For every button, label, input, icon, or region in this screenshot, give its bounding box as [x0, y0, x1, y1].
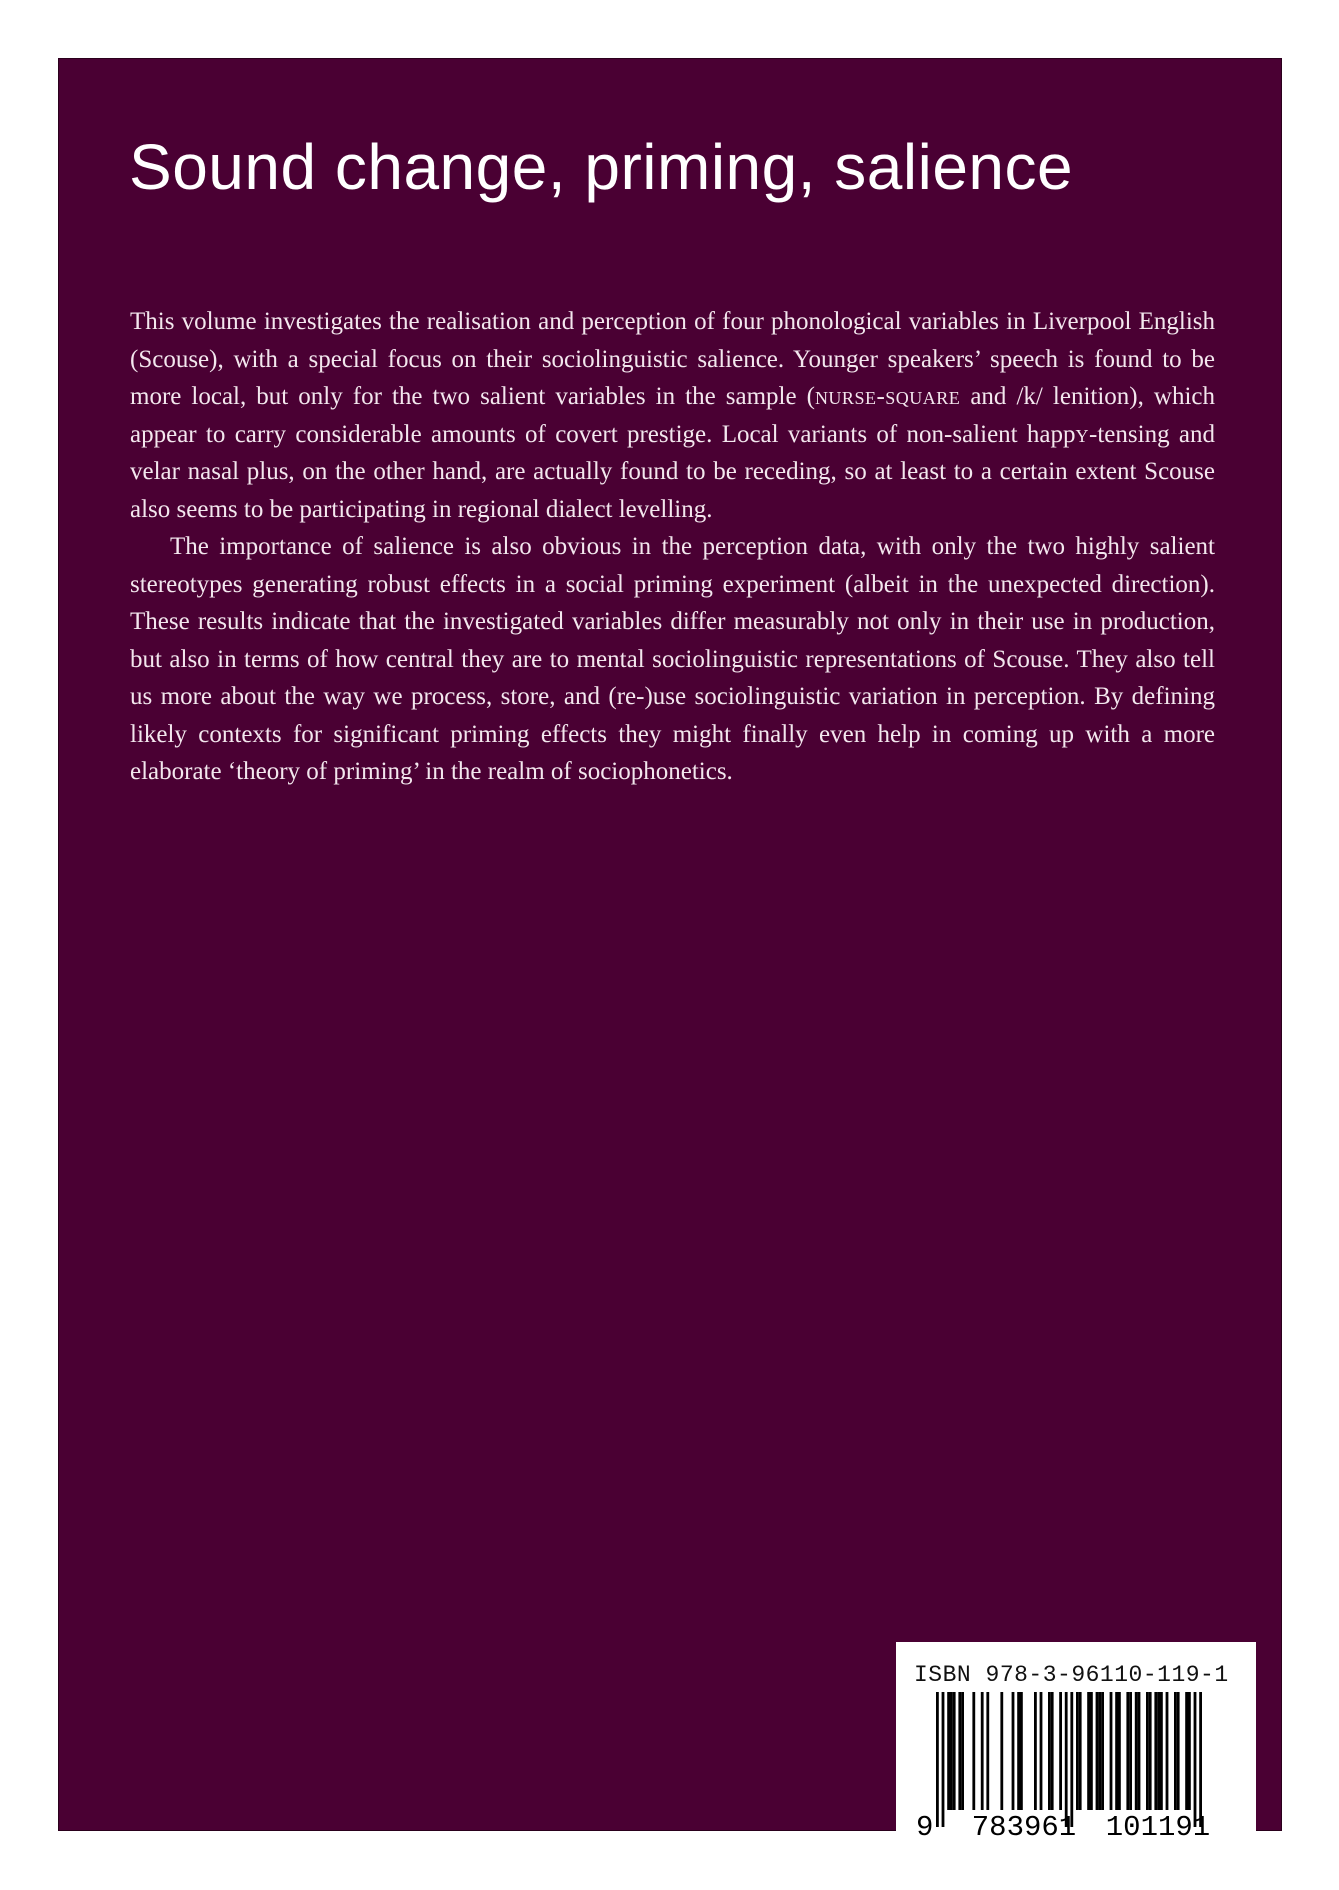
barcode-bar	[1079, 1692, 1082, 1810]
barcode-bar	[1051, 1692, 1054, 1810]
barcode-bar	[1160, 1692, 1163, 1810]
barcode-bar	[1090, 1692, 1093, 1810]
barcode-bar	[1166, 1692, 1169, 1810]
blurb-p1-smallcaps: nurse-square	[814, 383, 961, 410]
barcode-bar	[1177, 1692, 1180, 1810]
barcode-bar	[1135, 1692, 1138, 1810]
barcode-bar	[1185, 1692, 1188, 1810]
blurb-p1-part-b: and /k/ lenition), which appear to carry considerable amounts of covert prestige. Local variants of non-salient happ	[130, 383, 1215, 448]
barcode-bar	[961, 1692, 964, 1810]
barcode-bar	[972, 1692, 975, 1810]
barcode-bar	[1126, 1692, 1129, 1810]
barcode-bar	[1154, 1692, 1157, 1810]
barcode-bar	[1174, 1692, 1177, 1810]
isbn-label: ISBN 978-3-96110-119-1	[914, 1662, 1229, 1688]
barcode-graphic	[914, 1692, 1238, 1842]
barcode-bar	[1048, 1692, 1051, 1810]
barcode-guard-bar	[1199, 1692, 1202, 1827]
barcode-bar	[1146, 1692, 1149, 1810]
barcode-guard-bar	[936, 1692, 939, 1827]
barcode-digits-left: 783961	[971, 1811, 1077, 1842]
barcode-bar	[1157, 1692, 1160, 1810]
barcode-bar	[1000, 1692, 1003, 1810]
blurb-paragraph-1	[130, 303, 1215, 528]
barcode-guard-bar	[1070, 1692, 1073, 1827]
barcode-bar	[1017, 1692, 1020, 1810]
barcode-bar	[1059, 1692, 1062, 1810]
barcode-bar	[1040, 1692, 1043, 1810]
blurb-p1-part-a: This volume investigates the realisation and perception of four phonological variables in Liverpool English (Scouse), with a special focus on their sociolinguistic salience. Younger speakers’ speech is found to be more local, but only for the two salient variables in the sample (	[130, 308, 1215, 410]
barcode-guard-bar	[1194, 1692, 1197, 1827]
barcode-bar	[950, 1692, 953, 1810]
barcode-bar	[1076, 1692, 1079, 1810]
barcode-bar	[947, 1692, 950, 1810]
barcode-bar	[1020, 1692, 1023, 1810]
barcode-bar	[1149, 1692, 1152, 1810]
book-title: Sound change, priming, salience	[129, 131, 1074, 203]
back-cover	[58, 58, 1282, 1842]
barcode-bar	[1012, 1692, 1015, 1810]
barcode-bar	[1087, 1692, 1090, 1810]
barcode-digit-lead: 9	[916, 1811, 934, 1842]
barcode-bar	[1096, 1692, 1099, 1810]
barcode-bar	[1129, 1692, 1132, 1810]
barcode-bar	[953, 1692, 956, 1810]
barcode-bar	[1138, 1692, 1141, 1810]
barcode-digits-right: 101191	[1105, 1811, 1211, 1842]
blurb	[130, 303, 1215, 791]
barcode-bar	[986, 1692, 989, 1810]
barcode-guard-bar	[1065, 1692, 1068, 1827]
barcode-guard-bar	[942, 1692, 945, 1827]
blurb-p1-part-c: -tensing and velar nasal plus, on the other hand, are actually found to be receding, so at least to a certain extent Scouse also seems to be participating in regional dialect levelling.	[130, 420, 1215, 523]
blurb-paragraph-2: The importance of salience is also obvious in the perception data, with only the two highly salient stereotypes generating robust effects in a social priming experiment (albeit in the unexpected direction). These results indicate that the investigated variables differ measurably not only in their use in production, but also in terms of how central they are to mental sociolinguistic representations of Scouse. They also tell us more about the way we process, store, and (re-)use sociolinguistic variation in perception. By defining likely contexts for significant priming effects they might finally even help in coming up with a more elaborate ‘theory of priming’ in the realm of sociophonetics.	[130, 533, 1215, 785]
isbn-barcode	[896, 1642, 1256, 1859]
barcode-bars	[936, 1692, 1202, 1827]
barcode-bar	[1098, 1692, 1101, 1810]
barcode-bar	[1115, 1692, 1118, 1810]
barcode-bar	[1034, 1692, 1037, 1810]
barcode-bar	[1118, 1692, 1121, 1810]
barcode-bar	[1101, 1692, 1104, 1810]
barcode-bar	[1110, 1692, 1113, 1810]
barcode-bar	[958, 1692, 961, 1810]
blurb-p1-smallcaps-2: y	[1075, 420, 1090, 448]
barcode-bar	[1188, 1692, 1191, 1810]
barcode-bar	[981, 1692, 984, 1810]
